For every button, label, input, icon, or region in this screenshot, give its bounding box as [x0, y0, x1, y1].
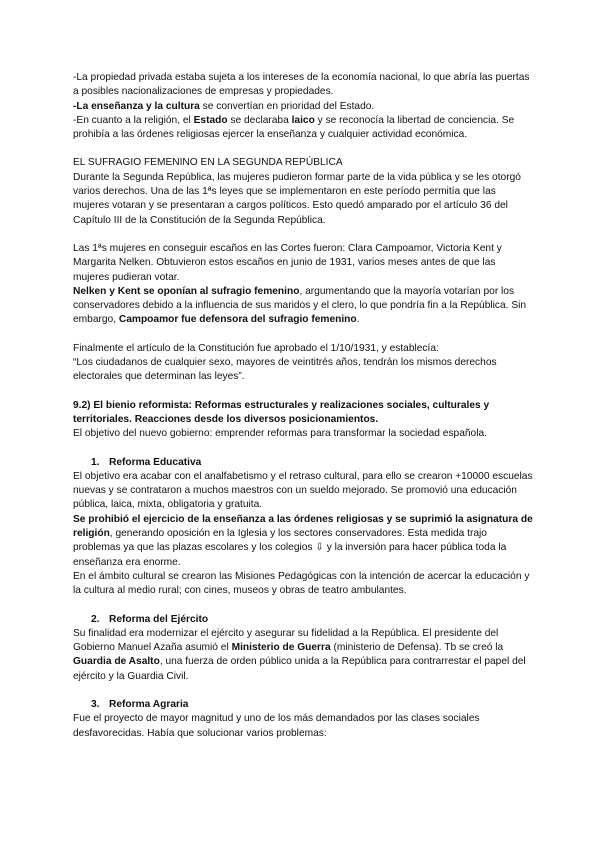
text: y se reconocía la libertad de conciencia. Se prohibía a las órdenes religiosas ejercer la enseñanza y cualquier actividad económica.: [73, 114, 515, 141]
text: se declaraba: [227, 114, 292, 126]
section-heading-sufragio: EL SUFRAGIO FEMENINO EN LA SEGUNDA REPÚBLICA: [73, 157, 343, 169]
list-number: 2.: [91, 613, 100, 625]
text: Su finalidad era modernizar el ejército y asegurar su fidelidad a la República. El presidente del Gobierno Manuel Azaña asumió el: [73, 627, 499, 654]
subheading-reforma-agraria: [91, 698, 533, 712]
paragraph-ejercito: [73, 627, 533, 684]
paragraph-agraria: Fue el proyecto de mayor magnitud y uno de los más demandados por las clases sociales desfavorecidas. Había que solucionar varios problemas:: [73, 713, 480, 739]
paragraph-constitucion: Finalmente el artículo de la Constitución fue aprobado el 1/10/1931, y establecía:: [73, 342, 439, 354]
bold-text: Se prohibió el ejercicio de la enseñanza a las órdenes religiosas y se suprimió la asignatura de religión: [73, 513, 533, 540]
bold-text: Guardia de Asalto: [73, 656, 160, 668]
text: , una fuerza de orden público unida a la República para contrarrestar el papel del ejército y la Guardia Civil.: [73, 656, 526, 682]
text: (ministerio de Defensa). Tb se creó la: [330, 642, 504, 654]
section-heading-bienio: 9.2) El bienio reformista: Reformas estructurales y realizaciones sociales, culturales y territoriales. Reacciones desde los diversos posicionamientos.: [73, 399, 490, 425]
paragraph-ensenanza: [73, 100, 533, 114]
bold-text: Estado: [193, 114, 228, 126]
text: , argumentando que la mayoría votarían por los conservadores debido a la influencia de sus maridos y el clero, lo que pondría fin a la República. Sin embargo,: [73, 285, 527, 326]
subheading-title: Reforma Agraria: [109, 698, 189, 710]
paragraph-misiones-pedagogicas: En el ámbito cultural se crearon las Misiones Pedagógicas con la intención de acercar la educación y la cultura al medio rural; con cines, museos y obras de teatro ambulantes.: [73, 570, 530, 597]
paragraph-primeras-mujeres: Las 1ªs mujeres en conseguir escaños en las Cortes fueron: Clara Campoamor, Victoria Kent y Margarita Nelken. Obtuvieron estos escaños en junio de 1931, varios meses antes de que las mujeres pudieran votar.: [73, 242, 502, 283]
text: , generando oposición en la Iglesia y los sectores conservadores. Esta medida trajo problemas ya que las plazas escolares y los colegios ⇩ y la inversión para hacer pública toda la enseñanza era enorme.: [73, 528, 507, 568]
subheading-reforma-ejercito: [91, 613, 533, 627]
text: se convertían en prioridad del Estado.: [199, 100, 375, 112]
paragraph-objetivo-gobierno: El objetivo del nuevo gobierno: emprender reformas para transformar la sociedad española.: [73, 428, 487, 440]
subheading-title: Reforma del Ejército: [109, 613, 209, 625]
list-number: 1.: [91, 456, 100, 468]
subheading-title: Reforma Educativa: [109, 456, 202, 468]
paragraph-sufragio-intro: Durante la Segunda República, las mujeres pudieron formar parte de la vida pública y se les otorgó varios derechos. Una de las 1ªs leyes que se implementaron en este período permitía que las mujeres votaran y se presentaran a cargos políticos. Esto quedó amparado por el artículo 36 del Capítulo III de la Constitución de la Segunda República.: [73, 171, 521, 226]
paragraph-propiedad: [73, 71, 533, 100]
document-body: [73, 71, 533, 741]
list-number: 3.: [91, 698, 100, 710]
bold-text: Ministerio de Guerra: [231, 642, 331, 654]
text: .: [356, 314, 360, 326]
subheading-reforma-educativa: [91, 456, 533, 470]
bold-text: laico: [291, 114, 315, 126]
bold-text: Nelken y Kent se oponían al sufragio femenino: [73, 285, 300, 297]
paragraph-nelken-kent: [73, 285, 533, 328]
text: -La propiedad privada estaba sujeta a los intereses de la economía nacional, lo que abría las puertas a posibles nacionalizaciones de empresas y propiedades.: [73, 72, 530, 98]
bold-text: -La enseñanza y la cultura: [73, 100, 200, 112]
paragraph-educativa-objetivo: El objetivo era acabar con el analfabetismo y el retraso cultural, para ello se crearon +10000 escuelas nuevas y se contrataron a muchos maestros con un sueldo mejorado. Se promovió una educación pública, laica, mixta, obligatoria y gratuita.: [73, 470, 533, 511]
paragraph-religion: [73, 114, 533, 143]
constitution-quote: “Los ciudadanos de cualquier sexo, mayores de veintitrés años, tendrán los mismos derechos electorales que determinan las leyes”.: [73, 357, 497, 383]
text: -En cuanto a la religión, el: [73, 114, 194, 126]
bold-text: Campoamor fue defensora del sufragio femenino: [118, 314, 357, 326]
paragraph-educativa-religion: [73, 513, 533, 570]
